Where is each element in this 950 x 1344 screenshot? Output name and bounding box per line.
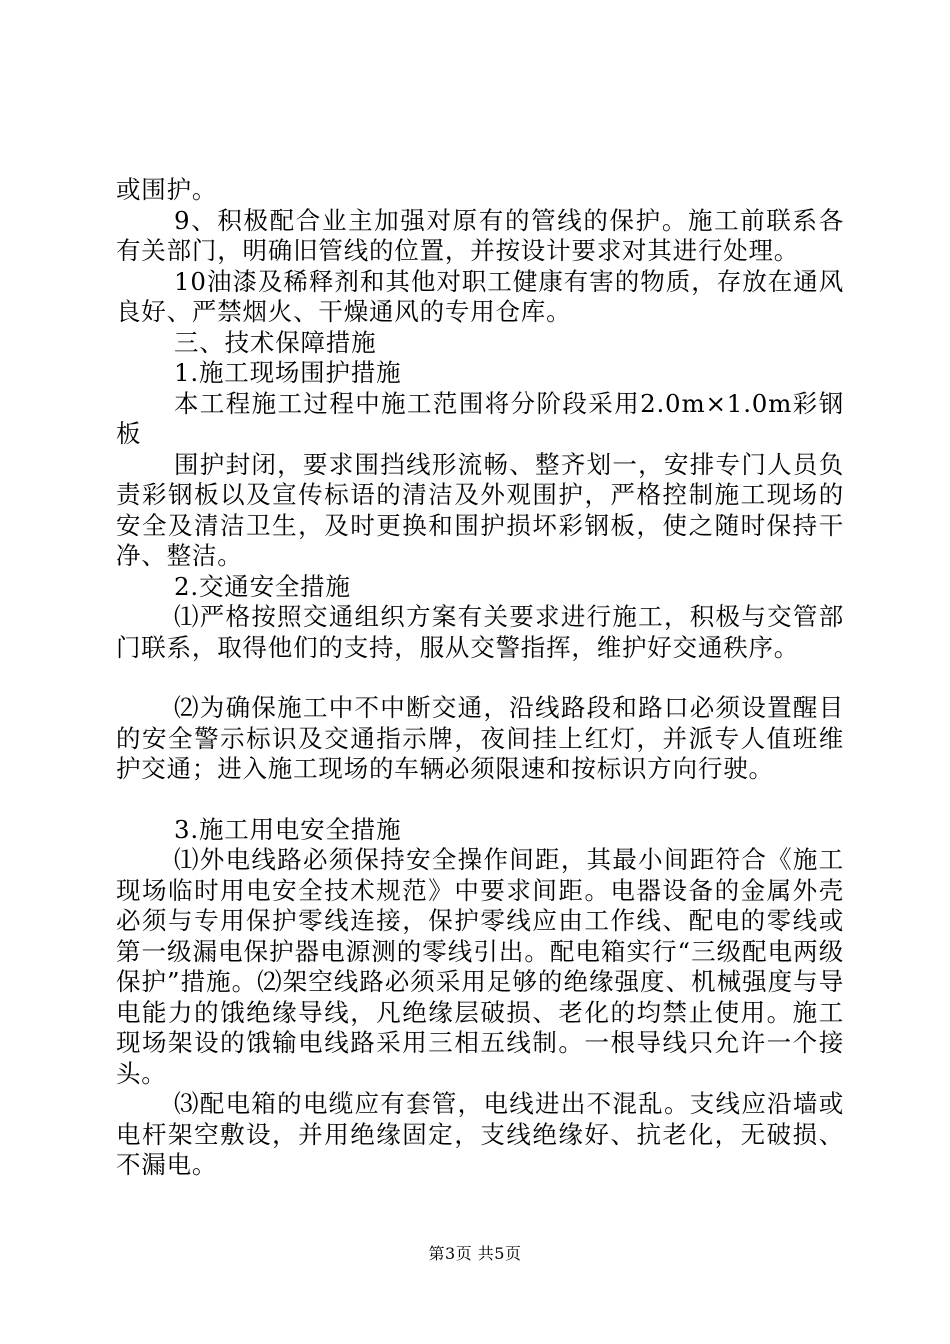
page-number-footer: 第3页 共5页 <box>428 1244 522 1263</box>
paragraph-item-10: 10油漆及稀释剂和其他对职工健康有害的物质，存放在通风良好、严禁烟火、干燥通风的专用仓库。 <box>116 266 844 326</box>
section-heading-technical: 三、技术保障措施 <box>174 327 377 357</box>
subheading-traffic-safety: 2.交通安全措施 <box>174 571 351 601</box>
paragraph-traffic-2: ⑵为确保施工中不中断交通，沿线路段和路口必须设置醒目的安全警示标识及交通指示牌，夜间挂上红灯，并派专人值班维护交通；进入施工现场的车辆必须限速和按标识方向行驶。 <box>116 693 844 783</box>
paragraph-electric-1: ⑴外电线路必须保持安全操作间距，其最小间距符合《施工现场临时用电安全技术规范》中要求间距。电器设备的金属外壳必须与专用保护零线连接，保护零线应由工作线、配电的零线或第一级漏电保护器电源测的零线引出。配电箱实行“三级配电两级保护”措施。⑵架空线路必须采用足够的绝缘强度、机械强度与导电能力的饿绝缘导线，凡绝缘层破损、老化的均禁止使用。施工现场架设的饿输电线路采用三相五线制。一根导线只允许一个接头。 <box>116 845 844 1088</box>
paragraph-enclosure-board: 本工程施工过程中施工范围将分阶段采用2.0m×1.0m彩钢板 <box>116 388 844 448</box>
paragraph-continuation: 或围护。 <box>116 175 218 204</box>
paragraph-traffic-1: ⑴严格按照交通组织方案有关要求进行施工，积极与交管部门联系，取得他们的支持，服从交警指挥，维护好交通秩序。 <box>116 602 844 662</box>
paragraph-enclosure-detail: 围护封闭，要求围挡线形流畅、整齐划一，安排专门人员负责彩钢板以及宣传标语的清洁及外观围护，严格控制施工现场的安全及清洁卫生，及时更换和围护损坏彩钢板，使之随时保持干净、整洁。 <box>116 449 844 570</box>
paragraph-item-9: 9、积极配合业主加强对原有的管线的保护。施工前联系各有关部门，明确旧管线的位置，并按设计要求对其进行处理。 <box>116 205 844 265</box>
subheading-site-enclosure: 1.施工现场围护措施 <box>174 358 402 387</box>
subheading-electric-safety: 3.施工用电安全措施 <box>174 814 402 844</box>
paragraph-electric-3: ⑶配电箱的电缆应有套管，电线进出不混乱。支线应沿墙或电杆架空敷设，并用绝缘固定，支线绝缘好、抗老化，无破损、不漏电。 <box>116 1089 844 1179</box>
document-body <box>116 175 844 1181</box>
